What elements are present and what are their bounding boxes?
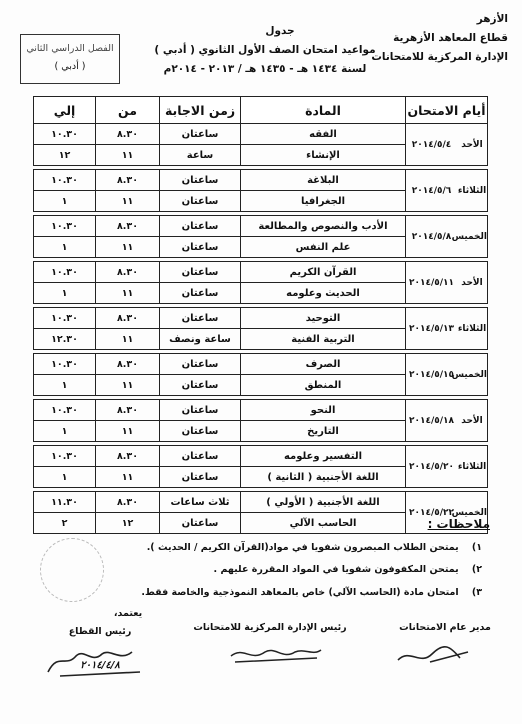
duration-cell: ساعة ونصف [160, 329, 241, 350]
to-time-cell: ١ [34, 421, 96, 442]
duration-cell: ساعتان [160, 308, 241, 329]
from-time-cell: ١١ [96, 467, 160, 488]
to-time-cell: ٢ [34, 513, 96, 534]
exam-day-cell [406, 446, 488, 488]
to-time-cell: ١٠.٣٠ [34, 170, 96, 191]
subject-cell: اللغة الأجنبية ( الأولي ) [241, 492, 406, 513]
semester-box [20, 34, 120, 84]
institution-name: الأزهر [476, 13, 508, 25]
academic-year: لسنة ١٤٣٤ هـ - ١٤٣٥ هـ / ٢٠١٣ - ٢٠١٤م [163, 63, 367, 75]
subject-cell: البلاغة [241, 170, 406, 191]
table-row [34, 400, 488, 421]
subject-cell: الحديث وعلومه [241, 283, 406, 304]
from-time-cell: ١١ [96, 283, 160, 304]
duration-cell: ساعتان [160, 283, 241, 304]
document-title-block [150, 22, 380, 79]
header-to: إلي [34, 97, 96, 124]
header-subject: المادة [241, 97, 406, 124]
duration-cell: ساعتان [160, 191, 241, 212]
subject-cell: الإنشاء [241, 145, 406, 166]
duration-cell: ساعتان [160, 400, 241, 421]
note-item [52, 564, 482, 575]
to-time-cell: ١٠.٣٠ [34, 446, 96, 467]
from-time-cell: ٨.٣٠ [96, 308, 160, 329]
subject-cell: الحاسب الآلي [241, 513, 406, 534]
from-time-cell: ٨.٣٠ [96, 124, 160, 145]
note-item [52, 542, 482, 553]
exam-day: الأحد [461, 415, 483, 426]
document-subtitle: مواعيد امتحان الصف الأول الثانوي ( أدبي ) [154, 44, 376, 56]
from-time-cell: ١٢ [96, 513, 160, 534]
exam-date: ٢٠١٤/٥/٢٢ [408, 507, 455, 518]
exam-day: الأحد [461, 139, 483, 150]
exam-day: الخميس [451, 369, 487, 380]
duration-cell: ساعتان [160, 513, 241, 534]
document-title: جدول [265, 25, 295, 37]
signature-label-central-head: رئيس الإدارة المركزية للامتحانات [193, 622, 347, 633]
exam-day: الخميس [451, 507, 487, 518]
duration-cell: ساعتان [160, 375, 241, 396]
exam-date: ٢٠١٤/٥/١٥ [408, 369, 455, 380]
duration-cell: ساعتان [160, 124, 241, 145]
subject-cell: الأدب والنصوص والمطالعة [241, 216, 406, 237]
subject-cell: الفقه [241, 124, 406, 145]
exam-day-cell [406, 308, 488, 350]
duration-cell: ساعتان [160, 467, 241, 488]
from-time-cell: ١١ [96, 191, 160, 212]
to-time-cell: ١ [34, 283, 96, 304]
exam-schedule-table [33, 96, 488, 534]
to-time-cell: ١٢ [34, 145, 96, 166]
exam-date: ٢٠١٤/٥/١١ [408, 277, 455, 288]
signature-label-director: مدير عام الامتحانات [399, 622, 491, 633]
note-text: يمتحن المكفوفون شفويا في المواد المقررة عليهم . [213, 564, 459, 575]
table-row [34, 308, 488, 329]
table-header-row [34, 97, 488, 124]
exam-day: الأحد [461, 277, 483, 288]
exam-date: ٢٠١٤/٥/١٣ [408, 323, 455, 334]
duration-cell: ساعتان [160, 354, 241, 375]
duration-cell: ساعتان [160, 421, 241, 442]
header-exam-days: أيام الامتحان [406, 97, 488, 124]
table-row [34, 446, 488, 467]
approve-label: يعتمد، [113, 608, 143, 619]
exam-day-cell [406, 400, 488, 442]
table-row [34, 262, 488, 283]
header-from: من [96, 97, 160, 124]
to-time-cell: ١ [34, 467, 96, 488]
from-time-cell: ٨.٣٠ [96, 354, 160, 375]
to-time-cell: ١٠.٣٠ [34, 216, 96, 237]
notes-title: ملاحظات : [427, 517, 490, 531]
from-time-cell: ٨.٣٠ [96, 492, 160, 513]
from-time-cell: ١١ [96, 237, 160, 258]
from-time-cell: ١١ [96, 329, 160, 350]
exam-day: الخميس [451, 231, 487, 242]
note-item [52, 587, 482, 598]
track-label: ( أدبي ) [54, 61, 86, 72]
subject-cell: اللغة الأجنبية ( الثانية ) [241, 467, 406, 488]
duration-cell: ساعتان [160, 216, 241, 237]
table-row [34, 124, 488, 145]
central-head-signature-icon [225, 642, 325, 668]
duration-cell: ثلاث ساعات [160, 492, 241, 513]
exam-date: ٢٠١٤/٥/٢٠ [408, 461, 455, 472]
subject-cell: التوحيد [241, 308, 406, 329]
table-row [34, 170, 488, 191]
exam-day: الثلاثاء [457, 461, 487, 472]
note-number: ٣) [471, 587, 482, 598]
note-text: يمتحن الطلاب المبصرون شفويا في مواد(القرآن الكريم / الحديث ). [146, 542, 459, 553]
handwritten-date: ٢٠١٤/٤/٨ [80, 660, 120, 671]
header-duration: زمن الاجابة [160, 97, 241, 124]
from-time-cell: ١١ [96, 421, 160, 442]
to-time-cell: ١١.٣٠ [34, 492, 96, 513]
to-time-cell: ١ [34, 191, 96, 212]
exam-day-cell [406, 262, 488, 304]
from-time-cell: ٨.٣٠ [96, 262, 160, 283]
subject-cell: الصرف [241, 354, 406, 375]
from-time-cell: ٨.٣٠ [96, 446, 160, 467]
exam-day-cell [406, 124, 488, 166]
to-time-cell: ١ [34, 237, 96, 258]
to-time-cell: ١٠.٣٠ [34, 400, 96, 421]
subject-cell: علم النفس [241, 237, 406, 258]
table-row [34, 216, 488, 237]
subject-cell: التفسير وعلومه [241, 446, 406, 467]
duration-cell: ساعة [160, 145, 241, 166]
duration-cell: ساعتان [160, 446, 241, 467]
director-signature-icon [390, 642, 480, 670]
to-time-cell: ١٠.٣٠ [34, 124, 96, 145]
exam-day: الثلاثاء [457, 323, 487, 334]
sector-name: قطاع المعاهد الأزهرية [393, 32, 508, 44]
subject-cell: التربية الفنية [241, 329, 406, 350]
duration-cell: ساعتان [160, 262, 241, 283]
table-row [34, 492, 488, 513]
exam-day-cell [406, 216, 488, 258]
to-time-cell: ١ [34, 375, 96, 396]
to-time-cell: ١٢.٣٠ [34, 329, 96, 350]
from-time-cell: ١١ [96, 145, 160, 166]
table-row [34, 354, 488, 375]
from-time-cell: ٨.٣٠ [96, 400, 160, 421]
note-number: ٢) [471, 564, 482, 575]
duration-cell: ساعتان [160, 237, 241, 258]
exam-day-cell [406, 170, 488, 212]
duration-cell: ساعتان [160, 170, 241, 191]
exam-date: ٢٠١٤/٥/٦ [411, 185, 452, 196]
to-time-cell: ١٠.٣٠ [34, 354, 96, 375]
exam-day: الثلاثاء [457, 185, 487, 196]
official-seal [40, 538, 104, 602]
table-body [34, 124, 488, 534]
subject-cell: الجغرافيا [241, 191, 406, 212]
subject-cell: التاريخ [241, 421, 406, 442]
subject-cell: المنطق [241, 375, 406, 396]
from-time-cell: ٨.٣٠ [96, 216, 160, 237]
institution-header [358, 10, 508, 67]
subject-cell: القرآن الكريم [241, 262, 406, 283]
exam-date: ٢٠١٤/٥/١٨ [408, 415, 455, 426]
from-time-cell: ٨.٣٠ [96, 170, 160, 191]
from-time-cell: ١١ [96, 375, 160, 396]
exam-day-cell [406, 354, 488, 396]
to-time-cell: ١٠.٣٠ [34, 262, 96, 283]
exam-date: ٢٠١٤/٥/٤ [411, 139, 452, 150]
semester-label: الفصل الدراسي الثاني [26, 43, 114, 54]
subject-cell: النحو [241, 400, 406, 421]
exam-date: ٢٠١٤/٥/٨ [411, 231, 452, 242]
department-name: الإدارة المركزية للامتحانات [371, 51, 508, 63]
signature-label-sector-head: رئيس القطاع [68, 626, 132, 637]
to-time-cell: ١٠.٣٠ [34, 308, 96, 329]
note-number: ١) [471, 542, 482, 553]
note-text: امتحان مادة (الحاسب الآلي) خاص بالمعاهد النموذجية والخاصة فقط. [141, 587, 459, 598]
